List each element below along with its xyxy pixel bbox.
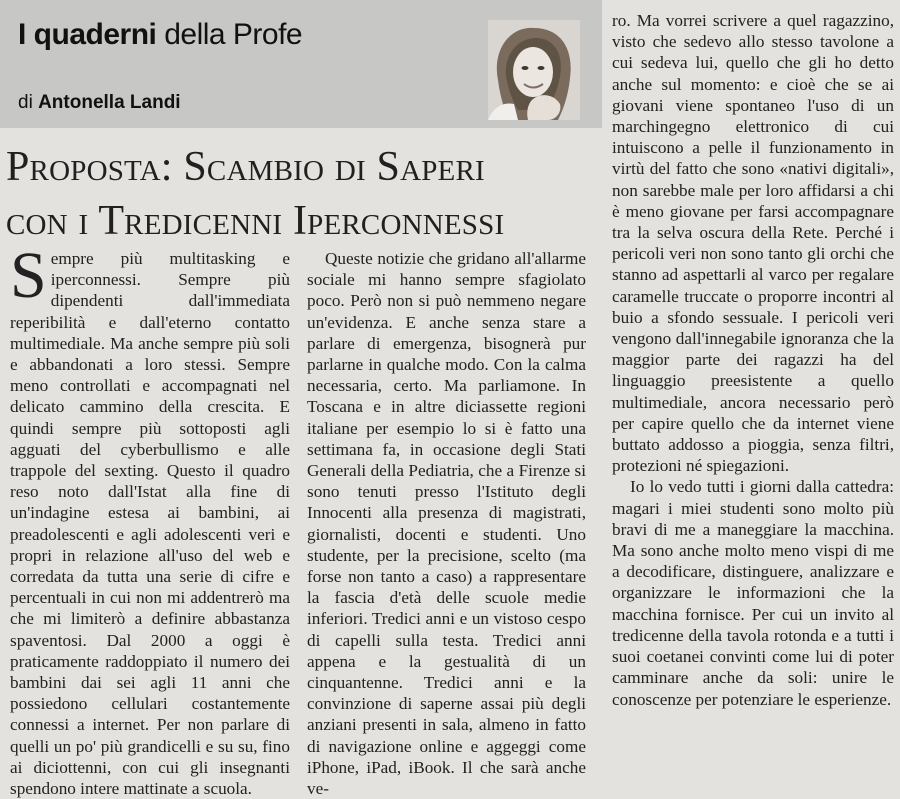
drop-cap: S [10,239,47,312]
article-column-2 [307,248,586,799]
paragraph: Io lo vedo tutti i giorni dalla cattedra: magari i miei studenti sono molto più bravi di me a maneggiare la macchina. Ma sono anche molto meno vispi di me a decodificare, distinguere, analizzare e organizzare le informazioni che la macchina fornisce. Per cui un invito al tredicenne della tavola rotonda e a tutti i suoi coetanei convinti come lui di poter camminare anche da soli: unire le conoscenze per potenziare le esperienze. [612,477,894,709]
rubric-title-bold: I quaderni [18,18,157,51]
rubric-title [18,18,302,52]
article-column-1 [10,239,290,799]
author-portrait [488,20,580,120]
byline-prefix: di [18,92,39,113]
article-column-3 [612,10,894,750]
article-headline [6,140,596,248]
paragraph: ro. Ma vorrei scrivere a quel ragazzino, visto che sedevo allo stesso tavolone a cui sedeva lui, quello che gli ho detto anche sul momento: e cioè che se ai giovani viene spontaneo l'uso di un marchingegno elettronico di cui intuiscono a pelle il funzionamento in virtù del fatto che sono «nativi digitali», non sarebbe male per loro affidarsi a chi è meno giovane per farsi accompagnare tra la selva oscura della Rete. Perché i pericoli veri non sono tanto gli orchi che stanno ad aspettarli al varco per regalare caramelle truccate o proporre incontri al buio a sfondo sessuale. I pericoli veri vengono dall'innegabile ignoranza che la maggior parte dei ragazzi ha del linguaggio preesistente a quello multimediale, ancora necessario però per capire quello che da internet viene buttato addosso a pioggia, senza filtri, protezioni né spiegazioni. [612,11,894,476]
rubric-title-rest: della Profe [156,18,303,51]
paragraph: Queste notizie che gridano all'allarme sociale mi hanno sempre sfagiolato poco. Però non si può nemmeno negare un'evidenza. E anche senza stare a parlare di emergenza, bisognerà pur parlarne in qualche modo. Con la calma necessaria, certo. Ma parliamone. In Toscana e in altre diciassette regioni italiane per esempio lo si è fatto una settimana fa, in occasione degli Stati Generali della Pediatria, che a Firenze si sono tenuti presso l'Istituto degli Innocenti alla presenza di magistrati, giornalisti, docenti e studenti. Uno studente, per la precisione, scelto (ma forse non tanto a caso) a rappresentare la fascia d'età delle scuole medie inferiori. Tredici anni e un vistoso cespo di capelli sulla testa. Tredici anni appena e la gestualità di un cinquantenne. Tredici anni e la convinzione di saperne assai più degli anziani presenti in sala, almeno in fatto di navigazione online e aggeggi come iPhone, iPad, iBook. Il che sarà anche ve- [307,249,586,799]
portrait-illustration [488,20,580,120]
paragraph [10,239,290,799]
headline-line-1: Proposta: Scambio di Saperi [6,144,485,190]
paragraph-text: empre più multitasking e iperconnessi. Sempre più dipendenti dall'immediata reperibilità e dall'eterno contatto multimediale. Ma anche sempre più soli e abbandonati a loro stessi. Sempre meno controllati e accompagnati nel delicato cammino della crescita. E quindi sempre più sottoposti agli agguati del cyberbullismo e alle trappole del sexting. Questo il quadro reso noto dall'Istat alla fine di un'indagine estesa ai bambini, ai preadolescenti e agli adolescenti veri e propri in relazione all'uso del web e corredata da tutta una serie di cifre e percentuali in cui non mi addentrerò ma che mi limiterò a definire abbastanza spaventosi. Dal 2000 a oggi è praticamente raddoppiato il numero dei bambini dai sei agli 11 anni che possiedono cellulari costantemente connessi a internet. Per non parlare di quelli un po' più grandicelli e su su, fino ai diciottenni, con cui gli insegnanti spendono intere mattinate a scuola. [10,249,290,799]
headline-line-2: con i Tredicenni Iperconnessi [6,198,505,244]
byline [18,92,181,114]
author-name: Antonella Landi [38,92,181,113]
